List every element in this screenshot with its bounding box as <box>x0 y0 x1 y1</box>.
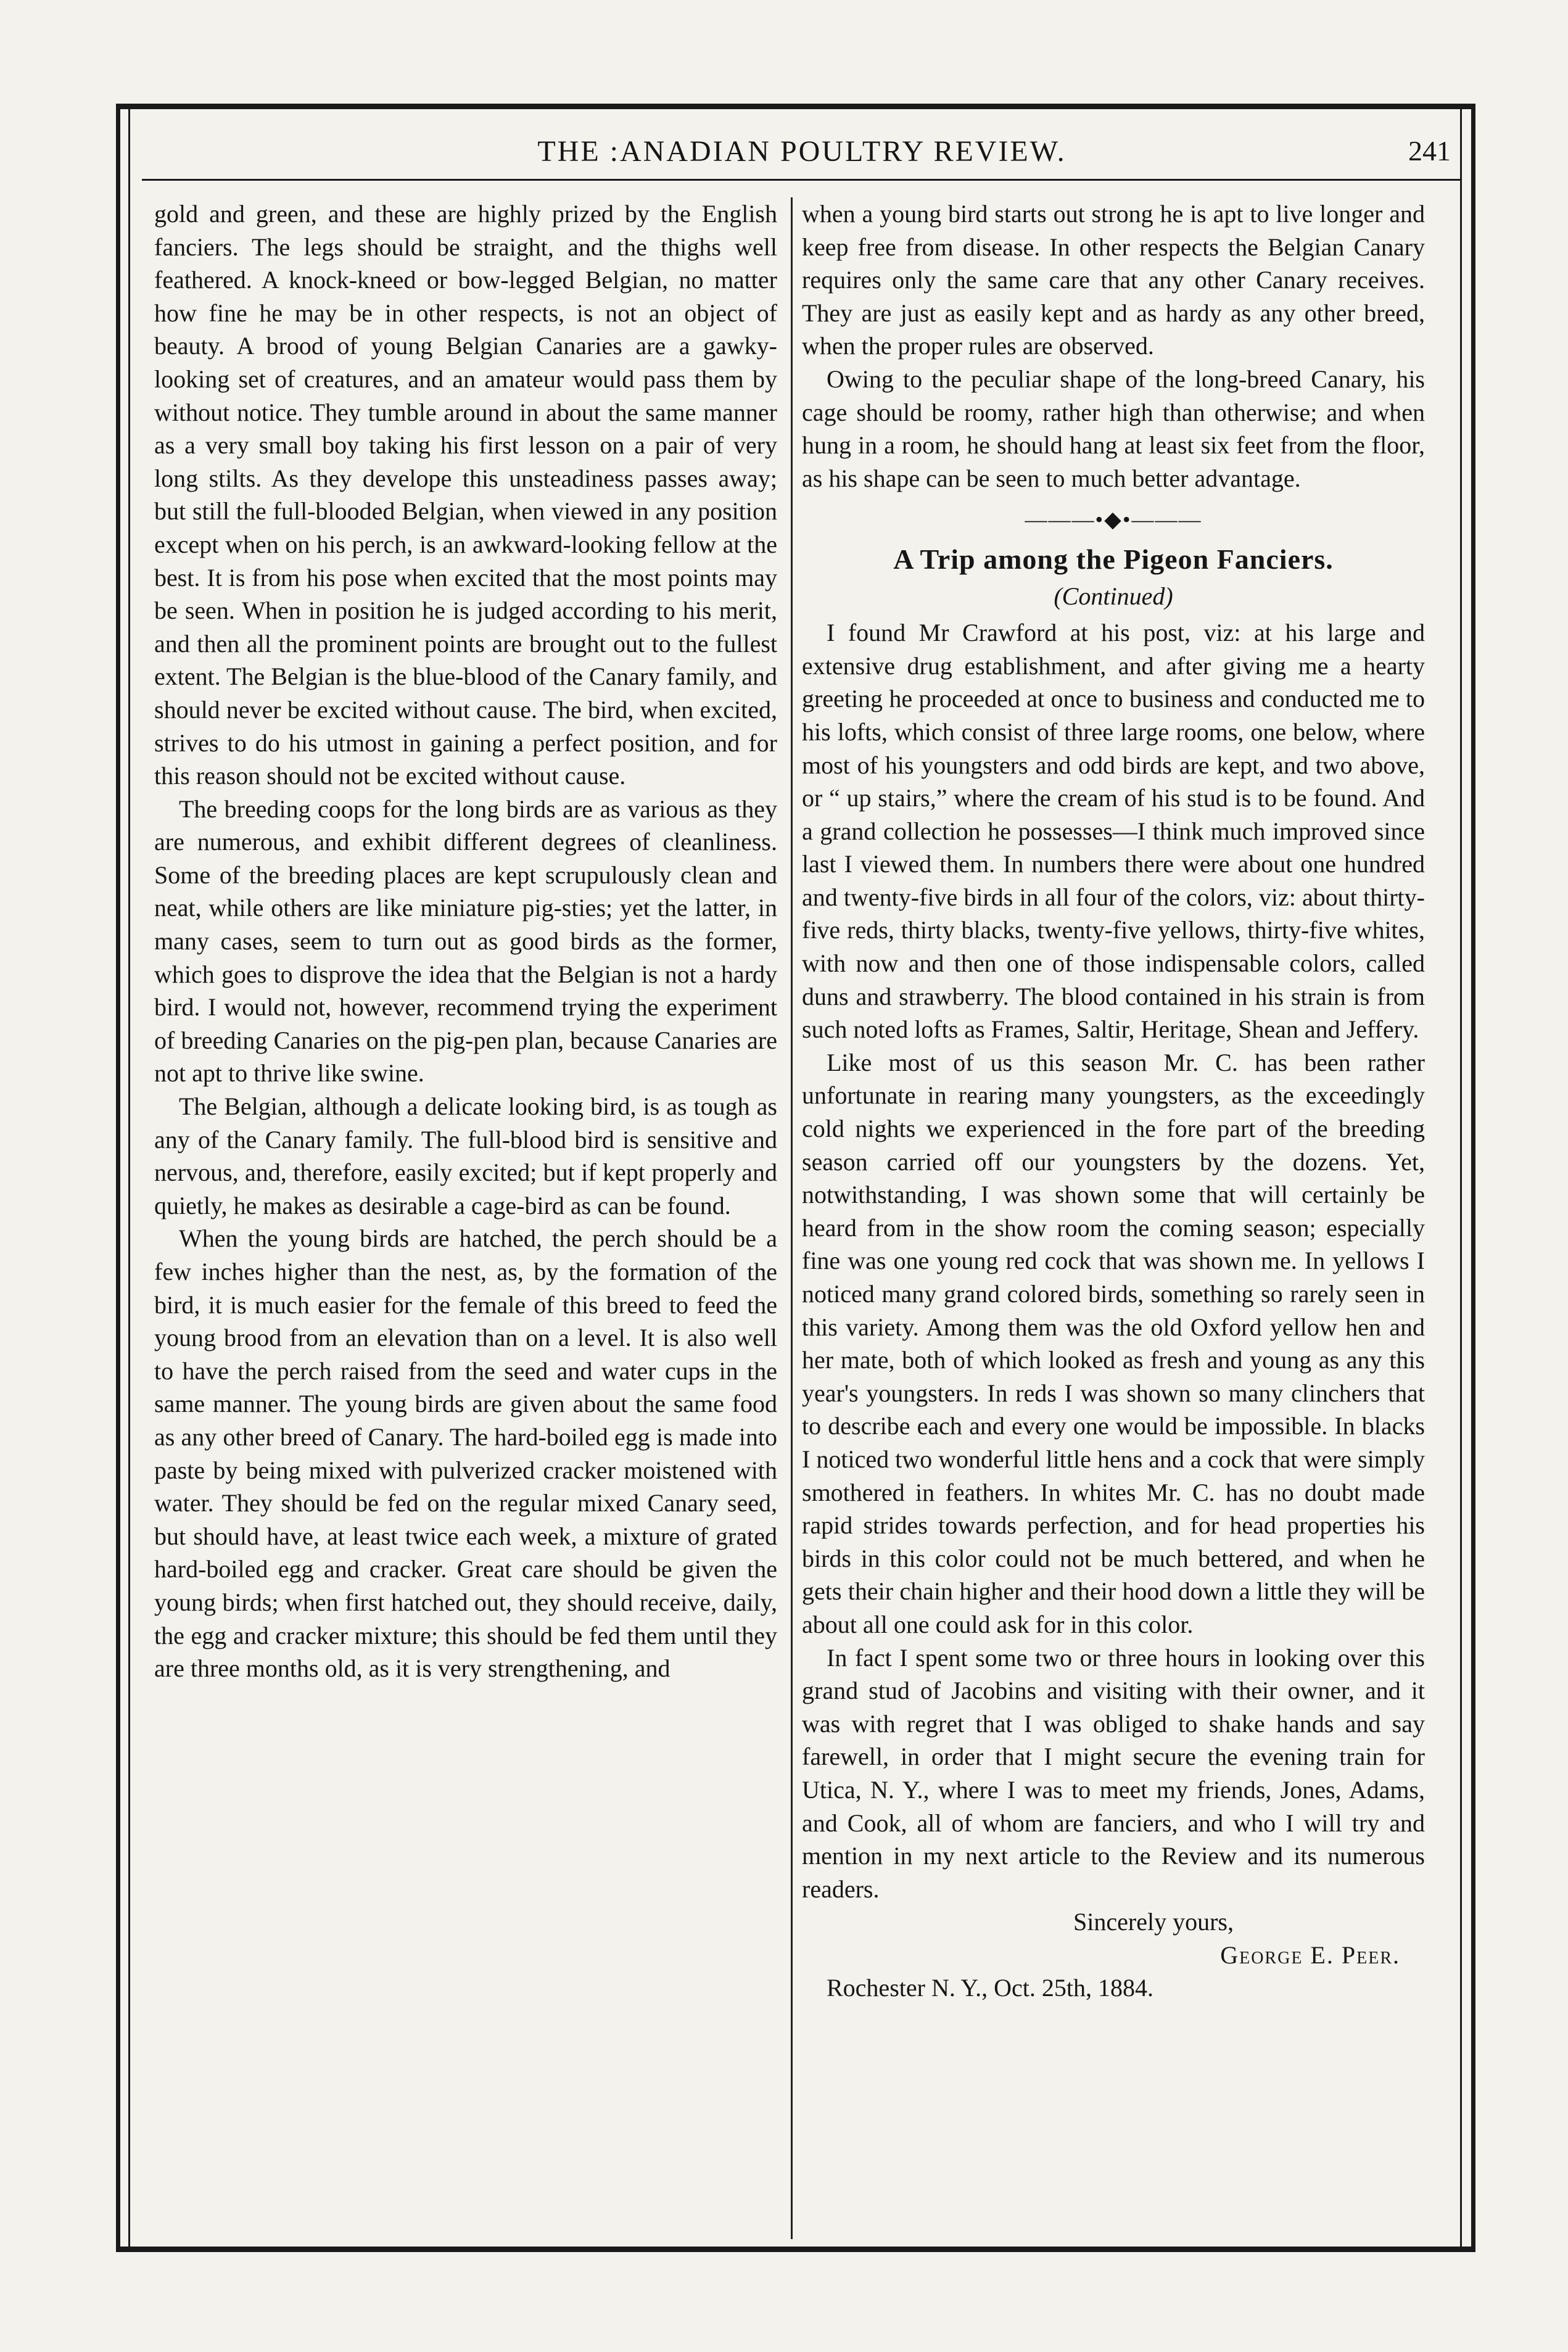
right-column <box>802 197 1425 2233</box>
dateline: Rochester N. Y., Oct. 25th, 1884. <box>827 1974 1153 2002</box>
left-inner-border-rule <box>128 104 130 2251</box>
paragraph: I found Mr Crawford at his post, viz: at his large and extensive drug establishment, and after giving me a hearty greeting he proceeded at once to business and conducted me to his lofts, which consist of three large rooms, one below, where most of his youngsters and odd birds are kept, and two above, or “ up stairs,” where the cream of his stud is to be found. And a grand collection he possesses—I think much improved since last I viewed them. In numbers there were about one hundred and twenty-five birds in all four of the colors, viz: about thirty-five reds, thirty blacks, twenty-five yellows, thirty-five whites, with now and then one of those indispensable colors, called duns and strawberry. The blood contained in his strain is from such noted lofts as Frames, Saltir, Heritage, Shean and Jeffery. <box>802 619 1425 1044</box>
page-header <box>142 130 1462 181</box>
article-title: A Trip among the Pigeon Fanciers. <box>893 543 1334 575</box>
section-ornament: ———•◆•——— <box>1025 507 1202 532</box>
page-number: 241 <box>1408 135 1451 167</box>
right-border-rule <box>1471 104 1475 2251</box>
paragraph: when a young bird starts out strong he is apt to live longer and keep free from disease. In other respects the Belgian Canary requires only the same care that any other Canary receives. They are just as easily kept and as hardy as any other breed, when the proper rules are observed. <box>802 200 1425 360</box>
paragraph: The breeding coops for the long birds are as various as they are numerous, and exhibit different degrees of cleanliness. Some of the breeding places are kept scrupulously clean and neat, while others are like miniature pig-sties; yet the latter, in many cases, seem to turn out as good birds as the former, which goes to disprove the idea that the Belgian is not a hardy bird. I would not, however, recommend trying the experiment of breeding Canaries on the pig-pen plan, because Canaries are not apt to thrive like swine. <box>154 794 777 1087</box>
article-subtitle: (Continued) <box>1054 582 1173 610</box>
closing: Sincerely yours, <box>1073 1908 1234 1936</box>
paragraph: Owing to the peculiar shape of the long-breed Canary, his cage should be roomy, rather high than otherwise; and when hung in a room, he should hang at least six feet from the floor, as his shape can be seen to much better advantage. <box>802 365 1425 492</box>
column-divider <box>791 197 793 2239</box>
signature: George E. Peer. <box>1220 1941 1400 1969</box>
paragraph: gold and green, and these are highly prized by the English fanciers. The legs should be straight, and the thighs well feathered. A knock-kneed or bow-legged Belgian, no matter how fine he may be in other respects, is not an object of beauty. A brood of young Belgian Canaries are a gawky-looking set of creatures, and an amateur would pass them by without notice. They tumble around in about the same manner as a very small boy taking his first lesson on a pair of very long stilts. As they develope this unsteadiness passes away; but still the full-blooded Belgian, when viewed in any position except when on his perch, is an awkward-looking fellow at the best. It is from his pose when excited that the most points may be seen. When in position he is judged according to his merit, and then all the prominent points are brought out to the fullest extent. The Belgian is the blue-blood of the Canary family, and should never be excited without cause. The bird, when excited, strives to do his utmost in gaining a perfect position, and for this reason should not be excited without cause. <box>154 200 777 790</box>
paragraph: When the young birds are hatched, the perch should be a few inches higher than the nest, as, by the formation of the bird, it is much easier for the female of this breed to feed the young brood from an elevation than on a level. It is also well to have the perch raised from the seed and water cups in the same manner. The young birds are given about the same food as any other breed of Canary. The hard-boiled egg is made into paste by being mixed with pulverized cracker moistened with water. They should be fed on the regular mixed Canary seed, but should have, at least twice each week, a mixture of grated hard-boiled egg and cracker. Great care should be given the young birds; when first hatched out, they should receive, daily, the egg and cracker mixture; this should be fed them until they are three months old, as it is very strengthening, and <box>154 1224 777 1683</box>
left-column <box>154 197 777 2233</box>
paragraph: Like most of us this season Mr. C. has been rather unfortunate in rearing many youngsters, as the exceedingly cold nights we experienced in the fore part of the breeding season carried off our youngsters by the dozens. Yet, notwithstanding, I was shown some that will certainly be heard from in the show room the coming season; especially fine was one young red cock that was shown me. In yellows I noticed many grand colored birds, something so rarely seen in this variety. Among them was the old Oxford yellow hen and her mate, both of which looked as fresh and young as any this year's youngsters. In reds I was shown so many clinchers that to describe each and every one would be impossible. In blacks I noticed two wonderful little hens and a cock that were simply smothered in feathers. In whites Mr. C. has no doubt made rapid strides towards perfection, and for head properties his birds in this color could not be much bettered, and when he gets their chain higher and their hood down a little they will be about all one could ask for in this color. <box>802 1048 1425 1638</box>
bottom-border-rule <box>116 2247 1475 2252</box>
left-border-rule <box>116 104 120 2251</box>
top-border-rule <box>116 104 1475 109</box>
paragraph: In fact I spent some two or three hours in looking over this grand stud of Jacobins and visiting with their owner, and it was with regret that I was obliged to shake hands and say farewell, in order that I might secure the evening train for Utica, N. Y., where I was to meet my friends, Jones, Adams, and Cook, all of whom are fanciers, and who I will try and mention in my next article to the Review and its numerous readers. <box>802 1643 1425 1903</box>
paragraph: The Belgian, although a delicate looking bird, is as tough as any of the Canary family. The full-blood bird is sensitive and nervous, and, therefore, easily excited; but if kept properly and quietly, he makes as desirable a cage-bird as can be found. <box>154 1092 777 1219</box>
running-head: THE :ANADIAN POULTRY REVIEW. <box>537 135 1067 168</box>
right-inner-border-rule <box>1460 104 1462 2251</box>
